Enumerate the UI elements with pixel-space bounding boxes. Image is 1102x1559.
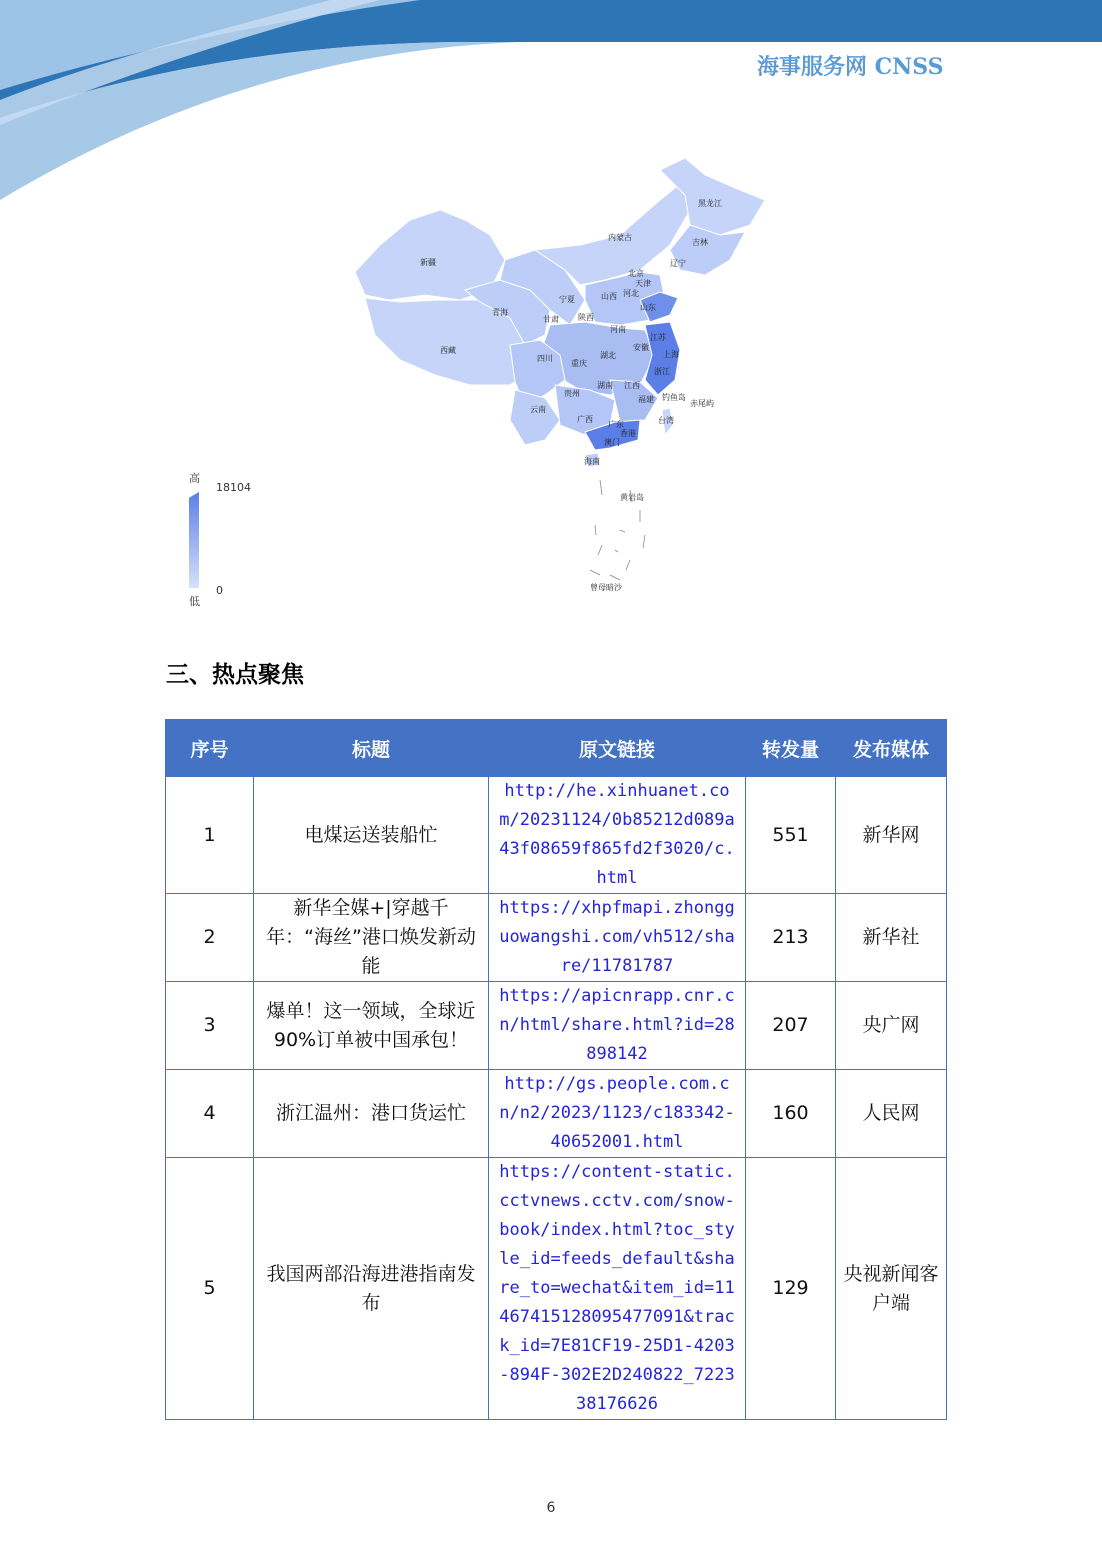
cell-count: 551 [746,777,836,894]
map-label: 湖北 [600,351,616,360]
brand-title: 海事服务网 CNSS [757,54,944,80]
cell-title: 浙江温州：港口货运忙 [254,1070,489,1158]
map-label: 辽宁 [670,259,686,268]
map-label: 福建 [638,395,654,404]
map-label: 上海 [663,350,679,359]
cell-title: 新华全媒+|穿越千年：“海丝”港口焕发新动能 [254,894,489,982]
table-header-row [166,720,947,777]
map-label: 河南 [610,325,626,334]
header-count: 转发量 [746,720,836,777]
map-label: 宁夏 [559,295,575,304]
map-label: 新疆 [420,258,436,267]
map-label: 黑龙江 [698,199,722,208]
cell-media: 央广网 [836,982,947,1070]
map-label: 河北 [623,289,639,298]
header-link: 原文链接 [489,720,746,777]
legend-low-label: 低 [189,595,200,608]
hot-topics-table [165,719,947,1420]
map-label: 贵州 [564,389,580,398]
map-label: 赤尾屿 [690,399,714,408]
cell-no: 3 [166,982,254,1070]
map-label: 湖南 [597,381,613,390]
header-no: 序号 [166,720,254,777]
legend-gradient-bar [189,492,199,588]
map-label: 香港 [620,429,636,438]
map-region-yunnan [510,390,560,445]
map-label: 广西 [577,415,593,424]
map-label: 江西 [624,381,640,390]
cell-count: 213 [746,894,836,982]
map-label: 云南 [530,405,546,414]
map-label: 甘肃 [543,315,559,324]
map-label: 山东 [640,303,656,312]
cell-link[interactable]: https://content-static.cctvnews.cctv.com/snow-book/index.html?toc_style_id=feeds_default&share_to=wechat&item_id=11467415128095477091&track_id=7E81CF19-25D1-4203-894F-302E2D240822_722338176626 [489,1158,746,1420]
table-row [166,1158,947,1420]
table-row [166,982,947,1070]
cell-no: 1 [166,777,254,894]
cell-title: 我国两部沿海进港指南发布 [254,1158,489,1420]
cell-count: 129 [746,1158,836,1420]
cell-no: 4 [166,1070,254,1158]
map-label: 天津 [635,279,651,288]
map-label: 陕西 [578,313,594,322]
cell-no: 5 [166,1158,254,1420]
map-label: 安徽 [633,343,649,352]
map-label: 重庆 [571,359,587,368]
map-label: 山西 [601,292,617,301]
cell-count: 160 [746,1070,836,1158]
cell-media: 人民网 [836,1070,947,1158]
cell-link[interactable]: https://xhpfmapi.zhongguowangshi.com/vh512/share/11781787 [489,894,746,982]
map-label: 浙江 [654,367,670,376]
header-media: 发布媒体 [836,720,947,777]
map-label: 西藏 [440,346,456,355]
map-label: 广东 [608,420,624,429]
map-label: 内蒙古 [608,233,632,242]
legend-max-value: 18104 [216,481,251,494]
cell-title: 爆单！这一领域，全球近90%订单被中国承包！ [254,982,489,1070]
cell-media: 新华社 [836,894,947,982]
cell-count: 207 [746,982,836,1070]
table-row [166,894,947,982]
map-label: 北京 [628,269,644,278]
map-label: 吉林 [692,238,708,247]
cell-media: 央视新闻客户端 [836,1158,947,1420]
cell-link[interactable]: https://apicnrapp.cnr.cn/html/share.html?id=28898142 [489,982,746,1070]
map-label: 台湾 [658,416,674,425]
map-label: 钓鱼岛 [662,393,686,402]
cell-no: 2 [166,894,254,982]
map-label: 澳门 [604,438,620,447]
map-label: 四川 [537,354,553,363]
section-title: 三、热点聚焦 [166,662,304,688]
map-label: 海南 [584,457,600,466]
china-map [340,150,780,610]
legend-high-label: 高 [189,472,200,485]
cell-title: 电煤运送装船忙 [254,777,489,894]
header-title: 标题 [254,720,489,777]
map-label: 曾母暗沙 [590,583,622,592]
map-label: 江苏 [650,333,666,342]
map-label: 青海 [492,308,508,317]
cell-link[interactable]: http://gs.people.com.cn/n2/2023/1123/c183342-40652001.html [489,1070,746,1158]
cell-media: 新华网 [836,777,947,894]
page-number: 6 [546,1500,556,1516]
table-row [166,1070,947,1158]
map-label: 黄岩岛 [620,493,644,502]
legend-min-value: 0 [216,584,223,597]
cell-link[interactable]: http://he.xinhuanet.com/20231124/0b85212d089a43f08659f865fd2f3020/c.html [489,777,746,894]
table-row [166,777,947,894]
